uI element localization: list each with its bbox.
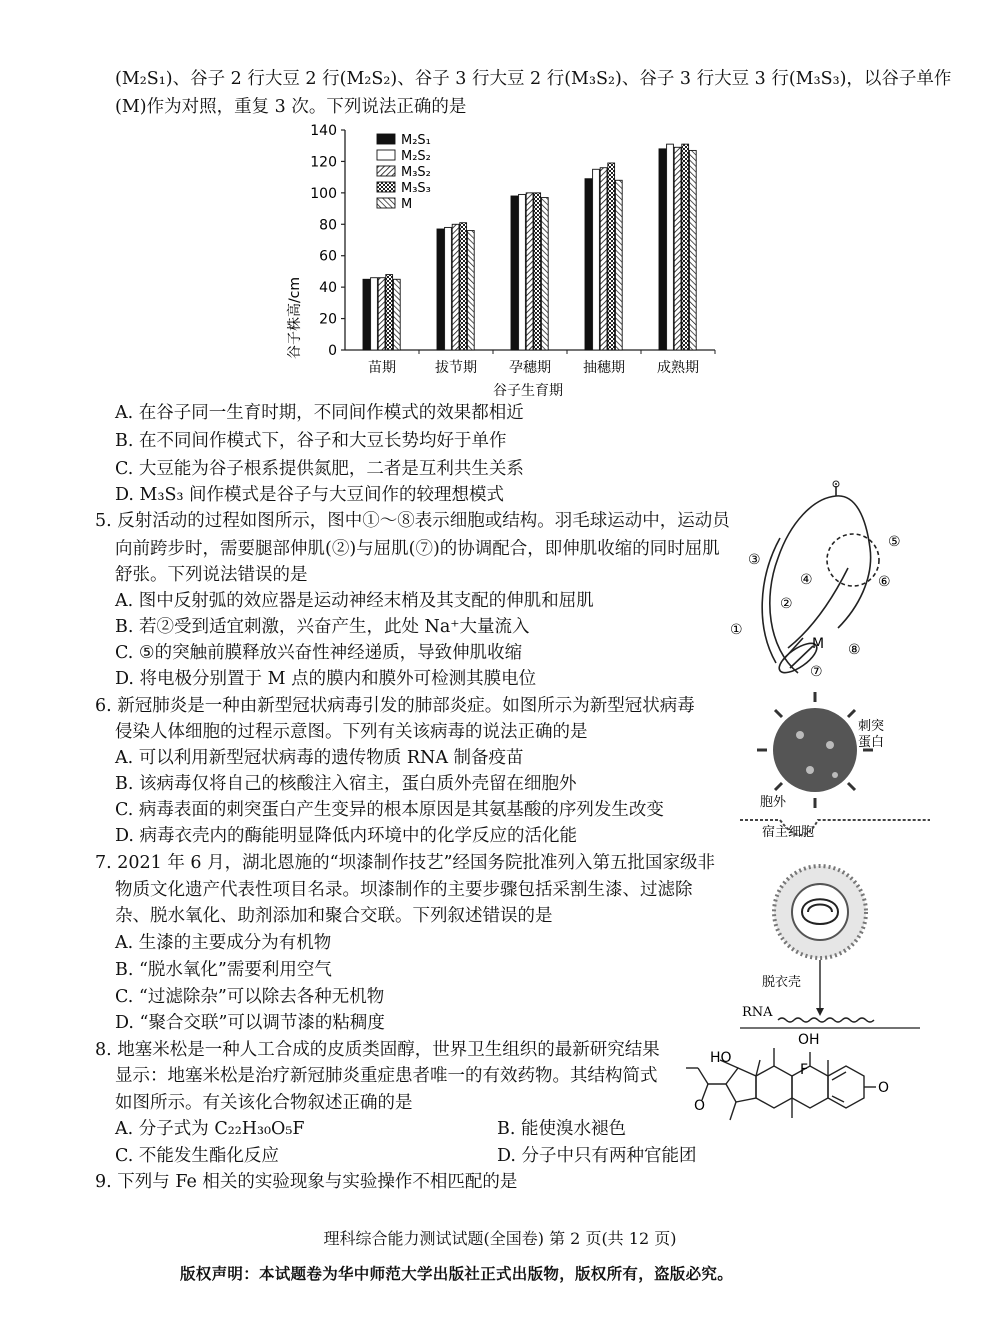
q5-option-d: D. 将电极分别置于 M 点的膜内和膜外可检测其膜电位 xyxy=(115,669,537,689)
legend-label: M₃S₂ xyxy=(401,165,431,180)
label-1: ① xyxy=(730,622,743,638)
bar xyxy=(585,179,592,350)
bar xyxy=(452,224,459,350)
legend-label: M₂S₁ xyxy=(401,133,431,148)
q6-option-c: C. 病毒表面的刺突蛋白产生变异的根本原因是其氨基酸的序列发生改变 xyxy=(115,800,664,820)
dexamethasone-structure-figure xyxy=(680,1028,895,1148)
label-carbonyl-o: O xyxy=(694,1098,706,1114)
q4-option-d: D. M₃S₃ 间作模式是谷子与大豆间作的较理想模式 xyxy=(115,485,505,505)
legend-label: M xyxy=(401,197,413,212)
x-tick-label: 苗期 xyxy=(368,360,396,376)
q7-stem-2: 物质文化遗产代表性项目名录。坝漆制作的主要步骤包括采割生漆、过滤除 xyxy=(115,880,693,900)
q5-stem-3: 舒张。下列说法错误的是 xyxy=(115,565,308,585)
label-8: ⑧ xyxy=(848,642,861,658)
bar xyxy=(511,196,518,350)
q7-option-b: B. “脱水氧化”需要利用空气 xyxy=(115,960,332,980)
q4-option-b: B. 在不同间作模式下，谷子和大豆长势均好于单作 xyxy=(115,431,507,451)
legend-label: M₂S₂ xyxy=(401,149,431,164)
label-spike-2: 蛋白 xyxy=(858,735,885,750)
label-outside: 胞外 xyxy=(760,795,787,810)
legend-swatch xyxy=(377,182,395,192)
q8-option-b: B. 能使溴水褪色 xyxy=(497,1119,626,1139)
virus-infection-figure xyxy=(740,690,930,1035)
label-f: F xyxy=(800,1062,809,1078)
q8-option-a: A. 分子式为 C₂₂H₃₀O₅F xyxy=(115,1119,305,1139)
bar xyxy=(371,278,378,350)
q4-option-a: A. 在谷子同一生育时期，不同间作模式的效果都相近 xyxy=(115,403,524,423)
q7-stem-1: 7. 2021 年 6 月，湖北恩施的“坝漆制作技艺”经国务院批准列入第五批国家级非 xyxy=(95,853,716,873)
q6-stem-2: 侵染人体细胞的过程示意图。下列有关该病毒的说法正确的是 xyxy=(115,722,588,742)
q9-stem: 9. 下列与 Fe 相关的实验现象与实验操作不相匹配的是 xyxy=(95,1172,518,1192)
bar xyxy=(659,149,666,350)
bar xyxy=(378,278,385,350)
y-tick-label: 100 xyxy=(310,185,337,202)
q7-option-c: C. “过滤除杂”可以除去各种无机物 xyxy=(115,987,385,1007)
y-tick-label: 0 xyxy=(328,343,337,359)
label-5: ⑤ xyxy=(888,534,901,550)
q5-option-c: C. ⑤的突触前膜释放兴奋性神经递质，导致伸肌收缩 xyxy=(115,643,523,663)
bar xyxy=(534,193,541,350)
label-spike-1: 刺突 xyxy=(858,719,885,734)
bar xyxy=(386,275,393,350)
q5-option-b: B. 若②受到适宜刺激，兴奋产生，此处 Na⁺大量流入 xyxy=(115,617,530,637)
bar xyxy=(460,223,467,350)
label-ketone-o: O xyxy=(878,1080,890,1096)
label-rna: RNA xyxy=(742,1005,773,1020)
legend-swatch xyxy=(377,150,395,160)
label-host-cell: 宿主细胞 xyxy=(762,825,815,840)
intro-line-2: (M)作为对照，重复 3 次。下列说法正确的是 xyxy=(115,97,467,117)
q7-option-a: A. 生漆的主要成分为有机物 xyxy=(115,933,332,953)
q8-option-c: C. 不能发生酯化反应 xyxy=(115,1146,279,1166)
bar xyxy=(600,168,607,350)
bar xyxy=(608,163,615,350)
bar xyxy=(593,169,600,350)
bar xyxy=(445,227,452,350)
y-tick-label: 140 xyxy=(310,123,337,139)
label-3: ③ xyxy=(748,552,761,568)
y-tick-label: 40 xyxy=(319,280,337,297)
q4-option-c: C. 大豆能为谷子根系提供氮肥，二者是互利共生关系 xyxy=(115,459,524,479)
y-axis-label: 谷子株高/cm xyxy=(287,276,303,360)
x-tick-label: 拔节期 xyxy=(435,360,477,376)
y-tick-label: 120 xyxy=(310,154,337,171)
page-footer: 理科综合能力测试试题(全国卷) 第 2 页(共 12 页) xyxy=(323,1229,677,1248)
q7-stem-3: 杂、脱水氧化、助剂添加和聚合交联。下列叙述错误的是 xyxy=(115,906,553,926)
label-ho: HO xyxy=(710,1050,732,1066)
bar xyxy=(393,279,400,350)
label-4: ④ xyxy=(800,572,813,588)
q8-stem-1: 8. 地塞米松是一种人工合成的皮质类固醇，世界卫生组织的最新研究结果 xyxy=(95,1040,660,1060)
bar xyxy=(667,144,674,350)
label-m: M xyxy=(812,636,825,652)
bar xyxy=(437,229,444,350)
legend-swatch xyxy=(377,198,395,208)
legend-label: M₃S₃ xyxy=(401,181,431,196)
label-oh: OH xyxy=(798,1032,820,1048)
legend-swatch xyxy=(377,166,395,176)
plant-height-bar-chart xyxy=(285,118,725,408)
q7-option-d: D. “聚合交联”可以调节漆的粘稠度 xyxy=(115,1013,385,1033)
q5-stem-1: 5. 反射活动的过程如图所示，图中①～⑧表示细胞或结构。羽毛球运动中，运动员 xyxy=(95,511,730,531)
x-tick-label: 抽穗期 xyxy=(583,360,625,376)
bar xyxy=(682,144,689,350)
bar xyxy=(615,180,622,350)
label-2: ② xyxy=(780,596,793,612)
q5-stem-2: 向前跨步时，需要腿部伸肌(②)与屈肌(⑦)的协调配合，即伸肌收缩的同时屈肌 xyxy=(115,539,720,559)
reflex-arc-figure xyxy=(728,478,923,683)
label-6: ⑥ xyxy=(878,574,891,590)
y-tick-label: 80 xyxy=(319,217,337,234)
q8-stem-3: 如图所示。有关该化合物叙述正确的是 xyxy=(115,1093,413,1113)
copyright-notice: 版权声明：本试题卷为华中师范大学出版社正式出版物，版权所有，盗版必究。 xyxy=(180,1264,734,1283)
bar xyxy=(541,198,548,350)
bar xyxy=(519,194,526,350)
bar xyxy=(689,150,696,350)
x-tick-label: 孕穗期 xyxy=(509,360,551,376)
q8-stem-2: 显示：地塞米松是治疗新冠肺炎重症患者唯一的有效药物。其结构简式 xyxy=(115,1066,658,1086)
bar xyxy=(674,147,681,350)
label-uncoating: 脱衣壳 xyxy=(762,975,802,990)
q6-option-a: A. 可以利用新型冠状病毒的遗传物质 RNA 制备疫苗 xyxy=(115,748,524,768)
x-axis-label: 谷子生育期 xyxy=(493,383,563,399)
bar xyxy=(363,279,370,350)
q5-option-a: A. 图中反射弧的效应器是运动神经末梢及其支配的伸肌和屈肌 xyxy=(115,591,594,611)
x-tick-label: 成熟期 xyxy=(657,360,699,376)
q6-option-d: D. 病毒衣壳内的酶能明显降低内环境中的化学反应的活化能 xyxy=(115,826,578,846)
label-7: ⑦ xyxy=(810,664,823,680)
q6-stem-1: 6. 新冠肺炎是一种由新型冠状病毒引发的肺部炎症。如图所示为新型冠状病毒 xyxy=(95,696,695,716)
bar xyxy=(526,193,533,350)
q8-option-d: D. 分子中只有两种官能团 xyxy=(497,1146,697,1166)
intro-line-1: (M₂S₁)、谷子 2 行大豆 2 行(M₂S₂)、谷子 3 行大豆 2 行(M₃S₂)、谷子 3 行大豆 3 行(M₃S₃)，以谷子单作 xyxy=(115,69,952,89)
bar xyxy=(467,231,474,350)
q6-option-b: B. 该病毒仅将自己的核酸注入宿主，蛋白质外壳留在细胞外 xyxy=(115,774,577,794)
legend-swatch xyxy=(377,134,395,144)
y-tick-label: 20 xyxy=(319,311,337,328)
y-tick-label: 60 xyxy=(319,248,337,265)
